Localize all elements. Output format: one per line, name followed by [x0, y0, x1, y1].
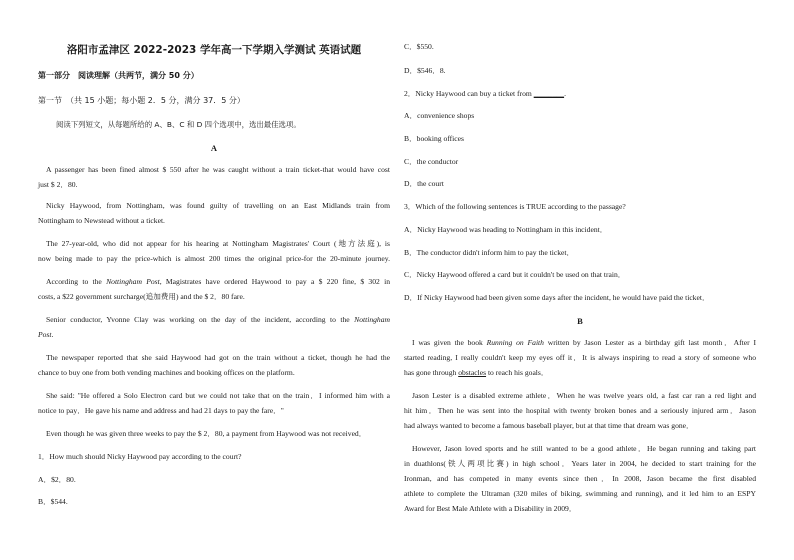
question-2-option-a[interactable]: A．convenience shops — [404, 111, 475, 120]
passage-a-line: costs, a $22 government surcharge(追加费用) and the $ 2．80 fare. — [38, 292, 245, 301]
passage-a-line: She said: "He offered a Solo Electron card but we could not take that on the train．I informed him with a — [46, 391, 390, 400]
passage-a-line: The newspaper reported that she said Haywood had got on the train without a ticket, though he had the — [46, 353, 390, 362]
passage-a-line: Even though he was given three weeks to pay the $ 2．80, a payment from Haywood was not received． — [46, 429, 367, 438]
passage-a-line: Post. — [38, 330, 54, 339]
passage-b-line: I was given the book Running on Faith written by Jason Lester as a birthday gift last month．After I — [412, 338, 756, 347]
passage-b-line: has gone through obstacles to reach his goals． — [404, 368, 549, 377]
question-3: 3．Which of the following sentences is TRUE according to the passage? — [404, 202, 626, 211]
question-1-option-d[interactable]: D．$546．8. — [404, 66, 446, 75]
passage-a-line: Nicky Haywood, from Nottingham, was found guilty of travelling on an East Midlands train from — [46, 201, 390, 210]
section-heading: 第一节 （共 15 小题；每小题 2．5 分，满分 37．5 分） — [38, 96, 245, 105]
question-1: 1．How much should Nicky Haywood pay according to the court? — [38, 452, 242, 461]
question-3-option-a[interactable]: A．Nicky Haywood was heading to Nottingham in this incident． — [404, 225, 608, 234]
passage-a-line: According to the Nottingham Post, Magistrates have ordered Haywood to pay a $ 220 fine, $ 302 in — [46, 277, 390, 286]
question-3-option-b[interactable]: B．The conductor didn't inform him to pay the ticket． — [404, 248, 575, 257]
passage-a-line: Senior conductor, Yvonne Clay was working on the day of the incident, according to the Nottingham — [46, 315, 390, 324]
passage-a-heading: A — [210, 143, 218, 153]
question-1-option-c[interactable]: C．$550. — [404, 42, 434, 51]
question-2-option-c[interactable]: C．the conductor — [404, 157, 459, 166]
passage-b-line: However, Jason loved sports and he still wanted to be a good athlete．He began running and taking part — [412, 444, 756, 453]
passage-b-heading: B — [577, 316, 583, 326]
passage-b-line: Jason Lester is a disabled extreme athlete．When he was twelve years old, a fast car ran a red light and — [412, 391, 756, 400]
passage-b-line: hit him．Then he was sent into the hospital with twenty broken bones and a seriously injured arm．Jason — [404, 406, 756, 415]
passage-a-line: The 27-year-old, who did not appear for his hearing at Nottingham Magistrates' Court (地方法庭), is — [46, 239, 390, 248]
passage-a-line: just $ 2．80. — [38, 180, 78, 189]
passage-b-line: started reading, I really couldn't keep my eyes off it．It is always inspiring to read a story of someone who — [404, 353, 756, 362]
passage-b-line: athlete to complete the Ultraman (320 miles of biking, swimming and running), and it led him to an ESPY — [404, 489, 756, 498]
question-2-blank: ________ — [533, 89, 565, 98]
question-2-option-d[interactable]: D．the court — [404, 179, 444, 188]
part-heading: 第一部分 阅读理解（共两节，满分 50 分） — [38, 71, 199, 80]
passage-a-line: now being made to pay the price-which is almost 200 times the original price-for the 20-minute journey. — [38, 254, 390, 263]
question-3-option-d[interactable]: D．If Nicky Haywood had been given some days after the incident, he would have paid the ticket． — [404, 293, 710, 302]
exam-title: 洛阳市孟津区 2022-2023 学年高一下学期入学测试 英语试题 — [66, 44, 362, 56]
passage-b-line: Award for Best Male Athlete with a Disability in 2009． — [404, 504, 577, 513]
question-1-option-b[interactable]: B．$544. — [38, 497, 68, 506]
question-2-option-b[interactable]: B．booking offices — [404, 134, 464, 143]
passage-a-line: notice to pay．He gave his name and address and had 21 days to pay the fare．" — [38, 406, 284, 415]
passage-a-line: chance to buy one from both vending machines and booking offices on the platform. — [38, 368, 295, 377]
question-3-option-c[interactable]: C．Nicky Haywood offered a card but it couldn't be used on that train． — [404, 270, 626, 279]
passage-a-line: Nottingham to Newstead without a ticket. — [38, 216, 165, 225]
question-1-option-a[interactable]: A．$2．80. — [38, 475, 76, 484]
question-2-end: . — [564, 89, 566, 98]
question-2 — [404, 89, 566, 99]
passage-b-line: had always wanted to become a famous baseball player, but at that time that dream was gone． — [404, 421, 694, 430]
passage-b-line: Ironman, and has competed in many events since then．In 2008, Jason became the first disabled — [404, 474, 756, 483]
passage-b-line: in duathlons(铁人两项比赛) in high school．Years later in 2004, he decided to start training for the — [404, 459, 756, 468]
passage-a-line: A passenger has been fined almost $ 550 after he was caught without a train ticket-that would have cost — [46, 165, 390, 174]
question-2-text: 2．Nicky Haywood can buy a ticket from — [404, 89, 532, 98]
instruction-text: 阅读下列短文，从每题所给的 A、B、C 和 D 四个选项中，选出最佳选项。 — [56, 120, 301, 129]
